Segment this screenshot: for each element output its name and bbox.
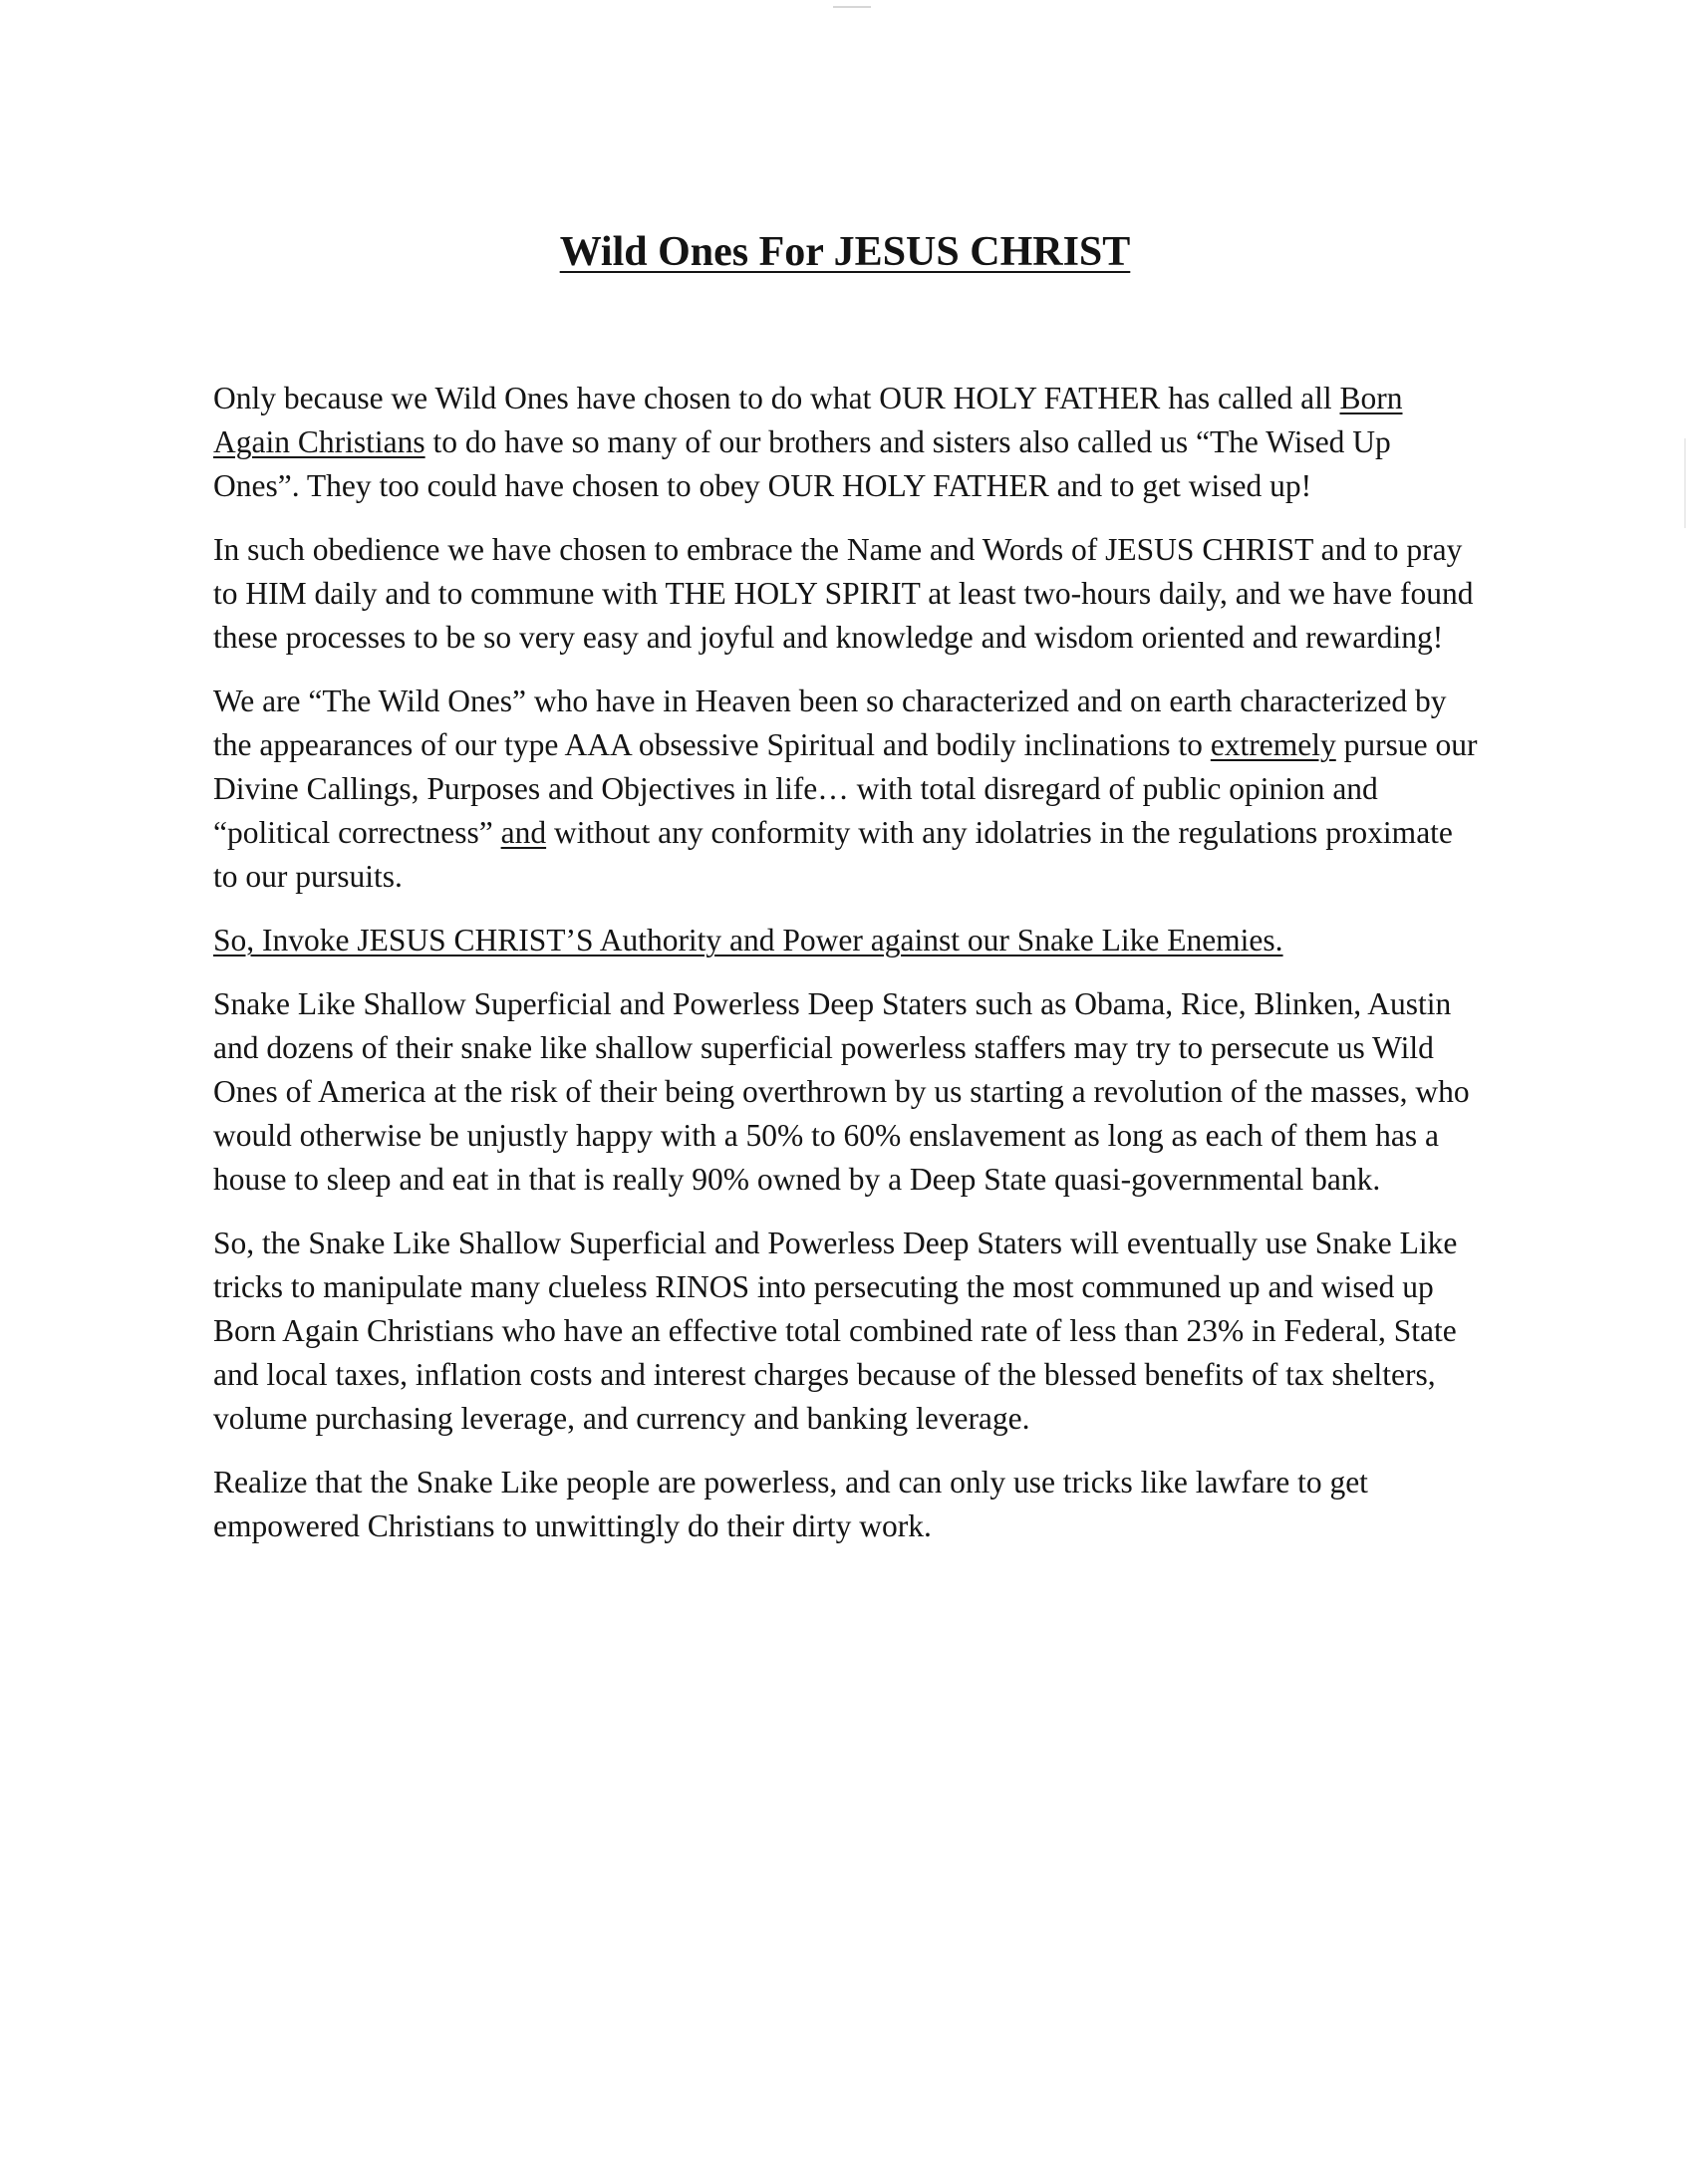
paragraph-1 (213, 377, 1479, 508)
document-title-text: Wild Ones For JESUS CHRIST (559, 229, 1131, 275)
paragraph-3 (213, 680, 1479, 899)
paragraph-5: Snake Like Shallow Superficial and Powerless Deep Staters such as Obama, Rice, Blinken, Austin and dozens of their snake like shallow superficial powerless staffers may try to persecute us Wild Ones of America at the risk of their being overthrown by us starting a revolution of the masses, who would otherwise be unjustly happy with a 50% to 60% enslavement as long as each of them has a house to sleep and eat in that is really 90% owned by a Deep State quasi-governmental bank. (213, 986, 1470, 1197)
paragraph-3-part-c: without any conformity with any idolatries in the regulations proximate to our pursuits. (213, 815, 1453, 894)
underlined-phrase-born-again-christians: Born Again Christians (213, 381, 1403, 459)
paragraph-1-part-a: Only because we Wild Ones have chosen to do what OUR HOLY FATHER has called all (213, 381, 1340, 415)
paragraph-6: So, the Snake Like Shallow Superficial and Powerless Deep Staters will eventually use Snake Like tricks to manipulate many clueless RINOS into persecuting the most communed up and wised up Born Again Christians who have an effective total combined rate of less than 23% in Federal, State and local taxes, inflation costs and interest charges because of the blessed benefits of tax shelters, volume purchasing leverage, and currency and banking leverage. (213, 1226, 1458, 1436)
underlined-word-and: and (500, 815, 547, 850)
paragraph-4-underlined-heading: So, Invoke JESUS CHRIST’S Authority and Power against our Snake Like Enemies. (213, 923, 1283, 957)
scan-artifact-top (833, 6, 871, 8)
underlined-word-extremely: extremely (1210, 727, 1336, 762)
paragraph-1-part-b: to do have so many of our brothers and sisters also called us “The Wised Up Ones”. They too could have chosen to obey OUR HOLY FATHER and to get wised up! (213, 424, 1391, 503)
paragraph-3-part-b: pursue our Divine Callings, Purposes and Objectives in life… with total disregard of public opinion and “political correctness” (213, 727, 1478, 850)
paragraph-7: Realize that the Snake Like people are powerless, and can only use tricks like lawfare to get empowered Christians to unwittingly do their dirty work. (213, 1465, 1368, 1543)
scan-artifact-edge (1684, 438, 1686, 528)
document-title (0, 227, 1690, 277)
paragraph-2: In such obedience we have chosen to embrace the Name and Words of JESUS CHRIST and to pray to HIM daily and to commune with THE HOLY SPIRIT at least two-hours daily, and we have found these processes to be so very easy and joyful and knowledge and wisdom oriented and rewarding! (213, 532, 1474, 655)
paragraph-3-part-a: We are “The Wild Ones” who have in Heaven been so characterized and on earth characterized by the appearances of our type AAA obsessive Spiritual and bodily inclinations to (213, 683, 1447, 762)
document-body (213, 377, 1479, 1568)
